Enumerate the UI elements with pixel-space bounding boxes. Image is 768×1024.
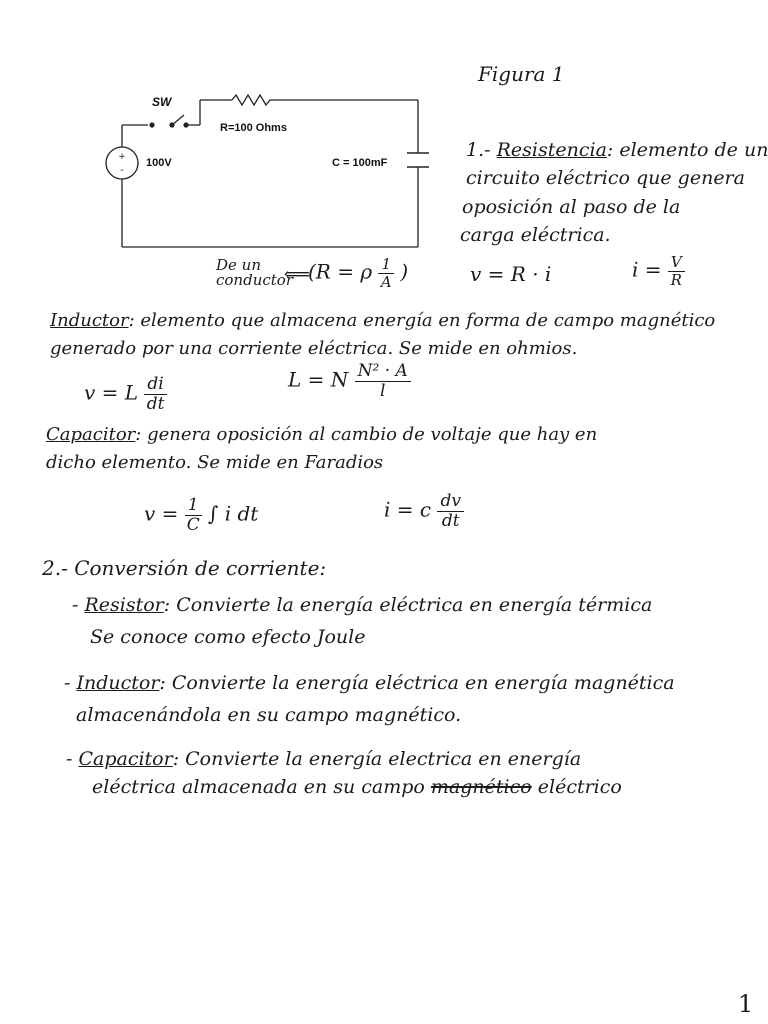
inductor-term: Inductor [50, 310, 129, 331]
conductor-label [216, 258, 293, 288]
arrow-icon: ⟸ [284, 264, 310, 285]
conductor-formula [308, 256, 408, 290]
circuit-diagram [100, 85, 440, 260]
conversion-inductor-term: Inductor [76, 672, 160, 694]
conversion-capacitor-text2a: eléctrica almacenada en su campo [92, 776, 425, 798]
inductance-num: N² · A [355, 362, 411, 382]
conversion-inductor-dash: - [64, 672, 71, 694]
switch-symbol [149, 115, 200, 128]
conversion-resistor-line1 [72, 594, 652, 616]
conversion-capacitor-dash: - [66, 748, 73, 770]
conversion-capacitor-text2b: eléctrico [537, 776, 622, 798]
capacitor-voltage-frac [185, 496, 202, 534]
capacitor-current-formula [384, 492, 464, 530]
current-formula-frac [668, 254, 685, 288]
inductance-den: l [380, 380, 386, 401]
conversion-resistor-term: Resistor [84, 594, 164, 616]
svg-text:+: + [118, 152, 126, 162]
conductor-formula-close: ) [400, 259, 409, 284]
conductor-formula-lhs: (R = ρ [308, 259, 373, 284]
resistance-def-text1: : elemento de un [606, 139, 768, 161]
voltage-source-symbol [106, 147, 138, 179]
current-formula [632, 254, 685, 288]
current-formula-num: V [668, 254, 685, 272]
conductor-formula-den: A [380, 272, 392, 291]
resistance-number: 1.- [466, 139, 491, 161]
capacitor-voltage-rhs: ∫ i dt [207, 501, 259, 526]
figure-title: Figura 1 [478, 62, 565, 86]
conversion-resistor-dash: - [72, 594, 79, 616]
conversion-inductor-line1 [64, 672, 675, 694]
ohm-law: v = R · i [470, 262, 552, 286]
inductance-formula [288, 362, 411, 400]
resistance-def-line2: circuito eléctrico que genera [466, 167, 745, 189]
conversion-inductor-text1: : Convierte la energía eléctrica en energía magnética [159, 672, 675, 694]
capacitor-voltage-lhs: v = [144, 501, 179, 526]
inductor-voltage-frac [144, 375, 166, 413]
inductor-voltage-lhs: v = L [84, 380, 139, 405]
inductor-def-line1 [50, 310, 715, 331]
inductance-lhs: L = N [288, 367, 349, 392]
capacitor-def-line2: dicho elemento. Se mide en Faradios [46, 452, 384, 473]
capacitor-current-den: dt [441, 510, 460, 531]
capacitor-voltage-num: 1 [185, 496, 202, 516]
inductor-def-text1: : elemento que almacena energía en forma de campo magnético [128, 310, 716, 331]
resistor-symbol [232, 95, 274, 105]
conversion-capacitor-line1 [66, 748, 581, 770]
capacitor-current-frac [437, 492, 464, 530]
capacitor-current-num: dv [437, 492, 464, 512]
conductor-formula-frac [378, 256, 394, 290]
capacitor-term: Capacitor [46, 424, 136, 445]
page-number: 1 [738, 990, 754, 1018]
conversion-capacitor-term: Capacitor [78, 748, 173, 770]
switch-label: SW [152, 95, 172, 109]
capacitor-def-line1 [46, 424, 597, 445]
capacitor-symbol [407, 153, 429, 167]
current-formula-lhs: i = [632, 257, 662, 282]
inductance-frac [355, 362, 411, 400]
capacitor-current-lhs: i = c [384, 497, 432, 522]
inductor-voltage-formula [84, 375, 167, 413]
conductor-label-line2: conductor [216, 271, 293, 289]
capacitor-def-text1: : genera oposición al cambio de voltaje que hay en [135, 424, 598, 445]
conversion-resistor-line2: Se conoce como efecto Joule [90, 626, 366, 648]
conversion-capacitor-line2 [92, 776, 622, 798]
inductor-voltage-den: dt [146, 393, 165, 414]
source-label: 100V [146, 157, 172, 169]
resistance-def-line1 [466, 139, 768, 161]
inductor-voltage-num: di [144, 375, 166, 395]
capacitor-label: C = 100mF [332, 157, 388, 169]
conductor-formula-num: 1 [378, 256, 394, 274]
conversion-resistor-text1: : Convierte la energía eléctrica en energía térmica [163, 594, 653, 616]
conductor-label-line1: De un [216, 256, 261, 274]
resistor-label: R=100 Ohms [220, 122, 287, 134]
resistance-def-line3: oposición al paso de la [462, 196, 681, 218]
capacitor-voltage-formula [144, 496, 258, 534]
conversion-inductor-line2: almacenándola en su campo magnético. [76, 704, 462, 726]
svg-text:-: - [120, 165, 124, 176]
current-formula-den: R [670, 270, 682, 289]
conversion-capacitor-text1: : Convierte la energía electrica en energía [172, 748, 582, 770]
resistance-term: Resistencia [496, 139, 607, 161]
inductor-def-line2: generado por una corriente eléctrica. Se mide en ohmios. [50, 338, 578, 359]
conversion-heading: 2.- Conversión de corriente: [42, 556, 327, 580]
capacitor-voltage-den: C [186, 514, 200, 535]
conversion-capacitor-struck: magnético [430, 776, 532, 798]
resistance-def-line4: carga eléctrica. [460, 224, 611, 246]
